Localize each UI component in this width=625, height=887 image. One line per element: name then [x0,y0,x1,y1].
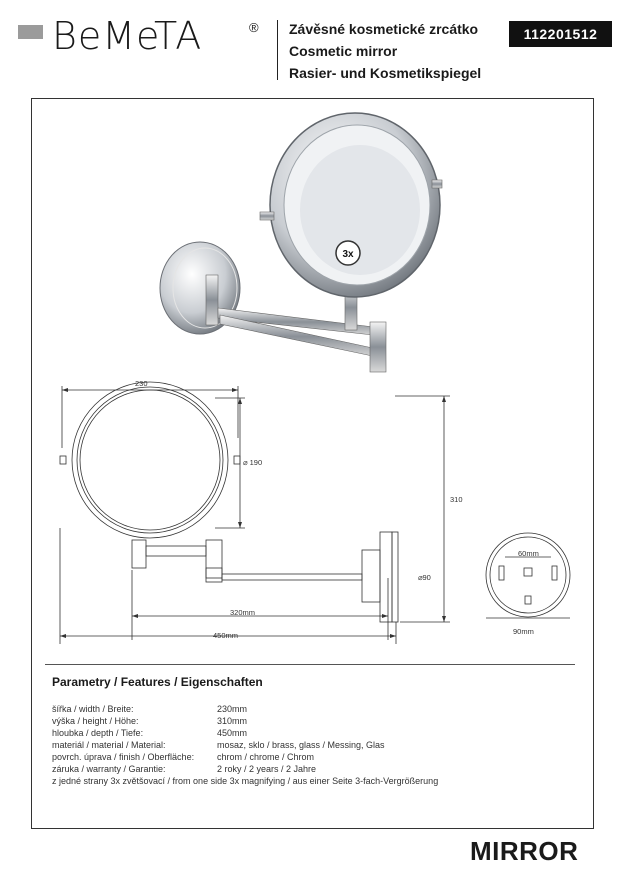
feature-value-height: 310mm [217,716,248,726]
depth-dimension-label: 450mm [213,631,239,640]
feature-value-width: 230mm [217,704,248,714]
arm-length-label: 320mm [230,608,256,617]
feature-value-material: mosaz, sklo / brass, glass / Messing, Glas [217,740,385,750]
feature-value-finish: chrom / chrome / Chrom [217,752,315,762]
logo-square-mark [18,25,43,39]
feature-value-depth: 450mm [217,728,248,738]
feature-label-finish: povrch. úprava / finish / Oberfläche: [52,752,195,762]
header-divider [277,20,278,80]
width-dimension-label: 230 [135,379,148,388]
magnification-badge-label: 3x [342,249,354,260]
feature-note: z jedné strany 3x zvětšovací / from one side 3x magnifying / aus einer Seite 3-fach-Vergrößerung [52,776,439,786]
title-czech: Závěsné kosmetické zrcátko [289,21,479,37]
height-dimension-label: 310 [450,495,463,504]
product-photo [150,110,450,380]
features-divider [45,664,575,665]
feature-label-height: výška / height / Höhe: [52,716,139,726]
feature-label-material: materiál / material / Material: [52,740,166,750]
feature-value-warranty: 2 roky / 2 years / 2 Jahre [217,764,317,774]
features-heading: Parametry / Features / Eigenschaften [52,675,263,689]
registered-mark: ® [249,20,259,35]
feature-label-width: šířka / width / Breite: [52,704,134,714]
product-code-badge: 112201512 [509,21,612,47]
title-german: Rasier- und Kosmetikspiegel [289,65,482,81]
technical-drawing [40,378,600,658]
feature-label-warranty: záruka / warranty / Garantie: [52,764,166,774]
category-footer: MIRROR [470,836,579,866]
base-width-label: 90mm [513,627,534,636]
hole-spacing-label: 60mm [518,549,539,558]
mirror-diameter-label: ⌀ 190 [243,458,263,467]
brand-logo: BeMeTA [52,14,203,58]
base-diameter-label: ⌀90 [418,573,431,582]
title-english: Cosmetic mirror [289,43,398,59]
feature-label-depth: hloubka / depth / Tiefe: [52,728,144,738]
